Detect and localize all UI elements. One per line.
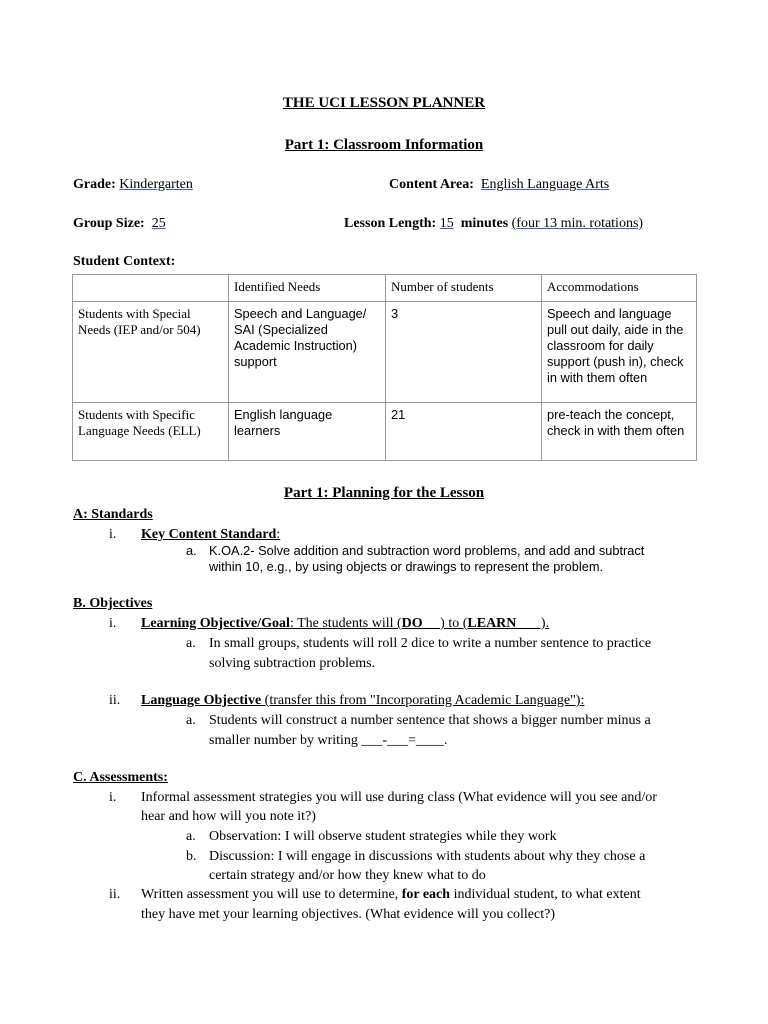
- objectives-ii-a-marker: a.: [186, 713, 196, 728]
- objectives-ii-marker: ii.: [109, 693, 121, 708]
- learning-objective-label: Learning Objective/Goal: [141, 616, 290, 631]
- table-cell-group: Students with Special Needs (IEP and/or 504): [73, 302, 229, 403]
- objectives-i-a-line2: solving subtraction problems.: [209, 656, 376, 671]
- assessments-ii-marker: ii.: [109, 887, 121, 902]
- assessments-ii-bold: for each: [401, 887, 451, 902]
- group-size-value: 25: [151, 216, 166, 231]
- grade-value: Kindergarten: [119, 177, 193, 192]
- assessments-i-line2: hear and how will you note it?): [141, 809, 316, 824]
- table-row: [73, 302, 697, 403]
- table-cell-group: Students with Specific Language Needs (ELL): [73, 403, 229, 461]
- part1-heading: Part 1: Classroom Information: [284, 137, 484, 153]
- table-cell-needs: English language learners: [229, 403, 386, 461]
- table-header-cell: [73, 275, 229, 302]
- assessments-i-b-marker: b.: [186, 849, 197, 864]
- assessments-i-a-text: Observation: I will observe student strategies while they work: [209, 829, 557, 844]
- table-cell-count: 3: [386, 302, 542, 403]
- key-content-standard-colon: :: [276, 527, 281, 542]
- document-title: THE UCI LESSON PLANNER: [282, 95, 486, 111]
- lesson-length-unit: minutes: [460, 216, 509, 231]
- grade-label: Grade:: [73, 177, 116, 192]
- objectives-i-a-marker: a.: [186, 636, 196, 651]
- learning-objective-learn: LEARN: [467, 616, 517, 631]
- table-cell-needs: Speech and Language/ SAI (Specialized Academic Instruction) support: [229, 302, 386, 403]
- assessments-ii-line2: they have met your learning objectives. (What evidence will you collect?): [141, 907, 556, 922]
- table-header-cell: Number of students: [386, 275, 542, 302]
- table-header-cell: Accommodations: [542, 275, 697, 302]
- objectives-i-a-line1: In small groups, students will roll 2 dice to write a number sentence to practice: [209, 636, 652, 651]
- key-content-standard-label: Key Content Standard: [141, 527, 277, 542]
- learning-objective-text3: ).: [516, 616, 550, 631]
- learning-objective-text2: ) to (: [422, 616, 468, 631]
- assessments-i-b-line2: certain strategy and/or how they knew what to do: [209, 868, 486, 883]
- standards-a-marker: a.: [186, 543, 197, 558]
- content-area-field: [389, 177, 609, 193]
- table-cell-accommodations: Speech and language pull out daily, aide in the classroom for daily support (push in), check in with them often: [542, 302, 697, 403]
- content-area-value: English Language Arts: [480, 177, 610, 192]
- standards-heading: A: Standards: [73, 507, 153, 522]
- lesson-length-value: 15: [439, 216, 454, 231]
- objectives-ii-a-line2: smaller number by writing ___-___=____.: [209, 733, 448, 748]
- table-header-cell: Identified Needs: [229, 275, 386, 302]
- assessments-ii-line1: [141, 887, 641, 903]
- table-cell-count: 21: [386, 403, 542, 461]
- assessments-i-marker: i.: [109, 790, 117, 805]
- table-cell-accommodations: pre-teach the concept, check in with them often: [542, 403, 697, 461]
- key-content-standard: [141, 527, 280, 543]
- group-size-label: Group Size:: [73, 216, 145, 231]
- language-objective-label: Language Objective: [141, 693, 262, 708]
- learning-objective: [141, 616, 549, 632]
- table-header-row: [73, 275, 697, 302]
- lesson-length-note: (four 13 min. rotations): [511, 216, 644, 231]
- learning-objective-do: DO: [401, 616, 423, 631]
- objectives-ii-a-line1: Students will construct a number sentence that shows a bigger number minus a: [209, 713, 651, 728]
- assessments-ii-text2: individual student, to what extent: [450, 887, 641, 902]
- language-objective-text: (transfer this from "Incorporating Academic Language"):: [261, 693, 585, 708]
- group-size-field: [73, 216, 169, 232]
- content-area-label: Content Area:: [389, 177, 474, 192]
- assessments-i-a-marker: a.: [186, 829, 196, 844]
- learning-objective-text1: : The students will (: [289, 616, 402, 631]
- assessments-i-line1: Informal assessment strategies you will use during class (What evidence will you see and/or: [141, 790, 657, 805]
- part2-heading: Part 1: Planning for the Lesson: [283, 485, 485, 501]
- table-row: [73, 403, 697, 461]
- language-objective: [141, 693, 584, 709]
- assessments-heading: C. Assessments:: [73, 770, 168, 785]
- lesson-length-field: [344, 216, 643, 232]
- objectives-i-marker: i.: [109, 616, 117, 631]
- objectives-heading: B. Objectives: [73, 596, 153, 611]
- standards-a-line2: within 10, e.g., by using objects or drawings to represent the problem.: [209, 559, 604, 574]
- grade-field: [73, 177, 193, 193]
- lesson-length-label: Lesson Length:: [344, 216, 437, 231]
- assessments-i-b-line1: Discussion: I will engage in discussions with students about why they chose a: [209, 849, 646, 864]
- standards-i-marker: i.: [109, 527, 117, 542]
- student-context-label: Student Context:: [73, 254, 176, 269]
- assessments-ii-text1: Written assessment you will use to determine,: [141, 887, 402, 902]
- student-context-table: [72, 274, 697, 461]
- standards-a-line1: K.OA.2- Solve addition and subtraction word problems, and add and subtract: [209, 543, 645, 558]
